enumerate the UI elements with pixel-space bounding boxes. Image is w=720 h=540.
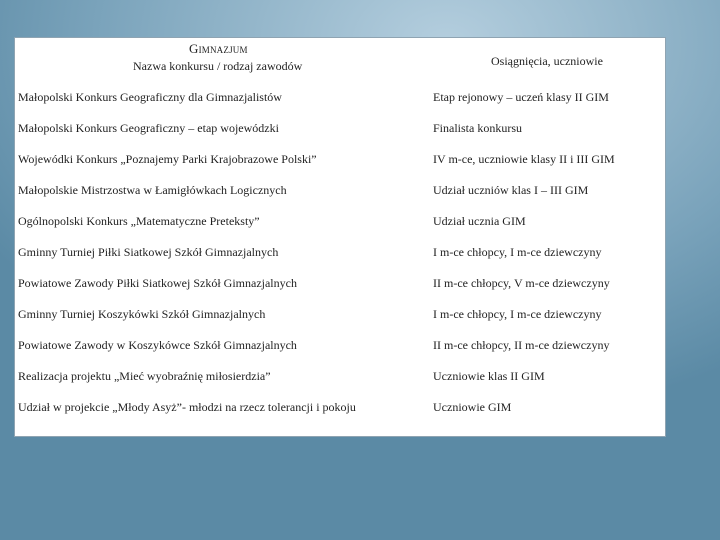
competition-name: Wojewódki Konkurs „Poznajemy Parki Krajobrazowe Polski” — [18, 152, 317, 166]
competition-name: Gminny Turniej Piłki Siatkowej Szkół Gimnazjalnych — [18, 245, 279, 259]
table-row — [15, 365, 665, 396]
competition-name: Małopolski Konkurs Geograficzny – etap wojewódzki — [18, 121, 279, 135]
competition-name: Powiatowe Zawody Piłki Siatkowej Szkół Gimnazjalnych — [18, 276, 297, 290]
achievement: I m-ce chłopcy, I m-ce dziewczyny — [433, 307, 602, 321]
table-row — [15, 148, 665, 179]
achievement: IV m-ce, uczniowie klasy II i III GIM — [433, 152, 615, 166]
competition-name: Gminny Turniej Koszykówki Szkół Gimnazjalnych — [18, 307, 266, 321]
competition-name: Realizacja projektu „Mieć wyobraźnię miłosierdzia” — [18, 369, 271, 383]
achievement: II m-ce chłopcy, II m-ce dziewczyny — [433, 338, 610, 352]
table-row — [15, 210, 665, 241]
column-header-achievements: Osiągnięcia, uczniowie — [491, 54, 603, 68]
section-title: Gimnazjum — [189, 41, 248, 56]
table-row — [15, 241, 665, 272]
achievement: Uczniowie klas II GIM — [433, 369, 545, 383]
achievements-table — [14, 37, 666, 437]
achievement: Uczniowie GIM — [433, 400, 512, 414]
competition-name: Powiatowe Zawody w Koszykówce Szkół Gimnazjalnych — [18, 338, 297, 352]
table-row — [15, 272, 665, 303]
achievement: Etap rejonowy – uczeń klasy II GIM — [433, 90, 609, 104]
table-row — [15, 117, 665, 148]
achievement: Finalista konkursu — [433, 121, 522, 135]
table-header — [15, 38, 665, 86]
table-row — [15, 334, 665, 365]
table-body — [15, 86, 665, 436]
achievement: Udział uczniów klas I – III GIM — [433, 183, 589, 197]
table-row — [15, 396, 665, 427]
competition-name: Ogólnopolski Konkurs „Matematyczne Preteksty” — [18, 214, 260, 228]
achievement: I m-ce chłopcy, I m-ce dziewczyny — [433, 245, 602, 259]
table-row — [15, 179, 665, 210]
competition-name: Małopolskie Mistrzostwa w Łamigłówkach Logicznych — [18, 183, 287, 197]
table-row — [15, 86, 665, 117]
table-row — [15, 303, 665, 334]
competition-name: Udział w projekcie „Młody Asyż”- młodzi na rzecz tolerancji i pokoju — [18, 400, 356, 414]
achievement: II m-ce chłopcy, V m-ce dziewczyny — [433, 276, 610, 290]
column-header-competition: Nazwa konkursu / rodzaj zawodów — [133, 59, 303, 73]
achievement: Udział ucznia GIM — [433, 214, 526, 228]
competition-name: Małopolski Konkurs Geograficzny dla Gimnazjalistów — [18, 90, 282, 104]
